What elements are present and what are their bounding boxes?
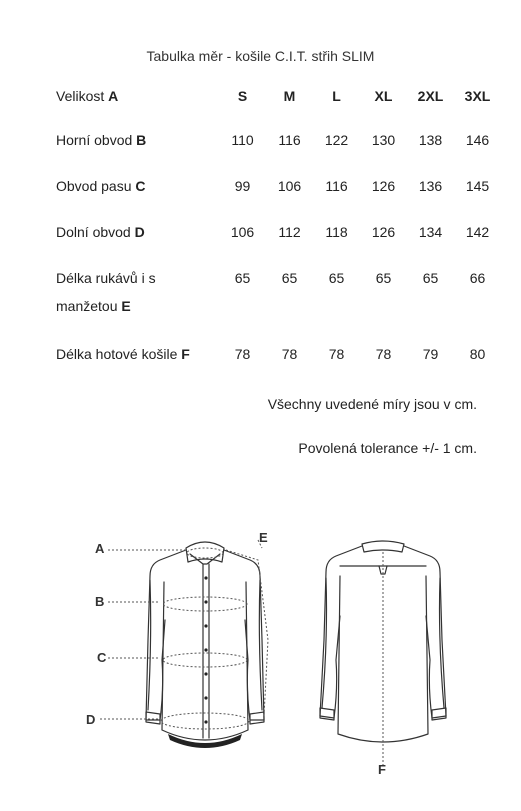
value-cell: 66 [469,270,486,286]
size-header: 3XL [464,88,491,104]
row-label: Obvod pasu [56,178,136,194]
value-cell: 138 [418,132,443,148]
row-label: Dolní obvod [56,224,135,240]
shirt-front-illustration [146,542,264,740]
row-letter: B [136,132,147,148]
size-chart-title: Tabulka měr - košile C.I.T. střih SLIM [146,48,375,64]
label-a: A [95,541,105,556]
shirt-buttons [204,576,207,723]
units-note: Všechny uvedené míry jsou v cm. [267,396,477,412]
value-cell: 118 [325,224,348,240]
value-cell: 79 [422,346,439,362]
tolerance-note: Povolená tolerance +/- 1 cm. [298,440,477,456]
value-cell: 99 [234,178,251,194]
value-cell: 145 [465,178,490,194]
row-letter: F [181,346,190,362]
row-letter: C [135,178,146,194]
header-label: Velikost [56,88,105,104]
label-f: F [378,762,386,777]
value-cell: 78 [375,346,392,362]
row-label-cell [50,218,219,264]
table-row [50,340,501,386]
row-label: Délka hotové košile [56,346,182,362]
size-header: 2XL [417,88,444,104]
row-label: Délka rukávů i s manžetou [56,270,156,314]
value-cell: 65 [281,270,298,286]
table-row [50,172,501,218]
row-label-cell [50,264,219,340]
value-cell: 142 [465,224,490,240]
value-cell: 110 [231,132,254,148]
table-row [50,126,501,172]
row-label-cell [50,126,219,172]
header-letter: A [108,88,119,104]
row-label: Horní obvod [56,132,137,148]
row-letter: E [121,298,131,314]
label-d: D [86,712,96,727]
size-table [50,82,501,386]
value-cell: 106 [230,224,255,240]
size-header: M [283,88,296,104]
size-header: XL [374,88,393,104]
value-cell: 116 [325,178,348,194]
table-row [50,218,501,264]
measurement-lines [100,540,268,729]
value-cell: 65 [328,270,345,286]
row-label-cell [50,340,219,386]
label-c: C [97,650,107,665]
value-cell: 106 [277,178,302,194]
value-cell: 78 [234,346,251,362]
label-b: B [95,594,105,609]
label-e: E [259,530,268,545]
table-row [50,264,501,340]
table-header-row [50,82,501,126]
value-cell: 134 [418,224,443,240]
value-cell: 80 [469,346,486,362]
shirt-measurement-diagram [0,520,521,811]
value-cell: 65 [375,270,392,286]
size-header: L [332,88,341,104]
value-cell: 112 [278,224,301,240]
value-cell: 65 [234,270,251,286]
row-letter: D [134,224,145,240]
value-cell: 136 [418,178,443,194]
header-label-cell [50,82,219,126]
value-cell: 116 [278,132,301,148]
value-cell: 126 [371,224,396,240]
value-cell: 130 [371,132,396,148]
value-cell: 78 [328,346,345,362]
row-label-cell [50,172,219,218]
value-cell: 126 [371,178,396,194]
value-cell: 65 [422,270,439,286]
size-header: S [237,88,248,104]
value-cell: 122 [324,132,349,148]
value-cell: 78 [281,346,298,362]
value-cell: 146 [465,132,490,148]
